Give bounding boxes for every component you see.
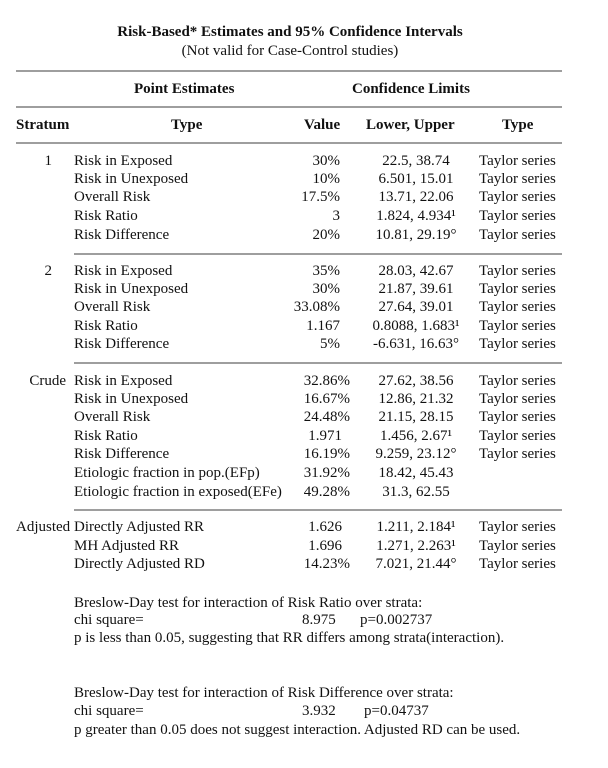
row-type: Risk Difference	[74, 336, 170, 352]
row-value: 10%	[312, 171, 340, 187]
row-type: Risk in Unexposed	[74, 281, 189, 297]
stratum-label: 1	[44, 153, 52, 169]
row-type: Risk Ratio	[74, 428, 138, 444]
breslow-rd-conclusion: p greater than 0.05 does not suggest interaction. Adjusted RD can be used.	[74, 722, 521, 738]
row-ci-type: Taylor series	[479, 538, 556, 554]
row-value: 16.67%	[303, 391, 350, 407]
row-ci-type: Taylor series	[479, 299, 556, 315]
row-ci-type: Taylor series	[479, 318, 556, 334]
row-ci-type: Taylor series	[479, 227, 556, 243]
row-ci: 1.271, 2.263¹	[376, 538, 456, 554]
divider	[74, 509, 562, 511]
breslow-rr-chi-value: 8.975	[302, 612, 336, 628]
value-header: Value	[304, 117, 341, 133]
row-value: 16.19%	[303, 446, 350, 462]
report-title: Risk-Based* Estimates and 95% Confidence Intervals	[117, 24, 463, 40]
row-type: Risk in Exposed	[74, 373, 173, 389]
row-type: Risk in Unexposed	[74, 391, 189, 407]
row-type: Overall Risk	[74, 299, 151, 315]
row-value: 14.23%	[303, 556, 350, 572]
row-ci: 21.87, 39.61	[378, 281, 454, 297]
row-ci: 9.259, 23.12°	[375, 446, 457, 462]
row-type: Risk in Exposed	[74, 263, 173, 279]
row-ci: 6.501, 15.01	[378, 171, 454, 187]
row-ci-type: Taylor series	[479, 409, 556, 425]
row-value: 17.5%	[301, 189, 340, 205]
row-type: Etiologic fraction in exposed(EFe)	[74, 484, 282, 500]
row-type: Directly Adjusted RR	[74, 519, 204, 535]
row-ci: 28.03, 42.67	[378, 263, 454, 279]
row-value: 49.28%	[303, 484, 350, 500]
row-type: Overall Risk	[74, 189, 151, 205]
row-type: MH Adjusted RR	[74, 538, 180, 554]
stratum-label: Adjusted	[16, 519, 71, 535]
row-ci: 1.456, 2.67¹	[380, 428, 452, 444]
row-type: Directly Adjusted RD	[74, 556, 205, 572]
row-value: 1.696	[308, 538, 342, 554]
divider	[74, 253, 562, 255]
row-value: 33.08%	[293, 299, 340, 315]
divider	[74, 362, 562, 364]
divider	[16, 106, 562, 108]
confidence-limits-header: Confidence Limits	[352, 81, 470, 97]
row-type: Risk Difference	[74, 446, 170, 462]
row-ci-type: Taylor series	[479, 428, 556, 444]
row-ci: 7.021, 21.44°	[375, 556, 457, 572]
row-ci: 18.42, 45.43	[378, 465, 454, 481]
row-ci-type: Taylor series	[479, 336, 556, 352]
row-type: Overall Risk	[74, 409, 151, 425]
row-type: Risk Ratio	[74, 208, 138, 224]
row-ci-type: Taylor series	[479, 208, 556, 224]
divider	[16, 142, 562, 144]
row-ci-type: Taylor series	[479, 446, 556, 462]
row-type: Risk in Unexposed	[74, 171, 189, 187]
breslow-rd-chi-label: chi square=	[74, 703, 144, 719]
row-value: 20%	[312, 227, 340, 243]
row-value: 1.626	[308, 519, 342, 535]
row-ci-type: Taylor series	[479, 519, 556, 535]
breslow-rr-chi-label: chi square=	[74, 612, 144, 628]
row-type: Risk Ratio	[74, 318, 138, 334]
row-ci: 0.8088, 1.683¹	[372, 318, 460, 334]
row-ci-type: Taylor series	[479, 556, 556, 572]
row-value: 1.971	[308, 428, 342, 444]
row-value: 35%	[312, 263, 340, 279]
row-ci-type: Taylor series	[479, 171, 556, 187]
stratum-label: Crude	[29, 373, 66, 389]
row-value: 30%	[312, 281, 340, 297]
row-ci: 27.64, 39.01	[378, 299, 454, 315]
row-ci: -6.631, 16.63°	[373, 336, 459, 352]
row-value: 24.48%	[303, 409, 350, 425]
stratum-label: 2	[44, 263, 52, 279]
row-ci-type: Taylor series	[479, 153, 556, 169]
lower-upper-header: Lower, Upper	[366, 117, 455, 133]
row-value: 32.86%	[303, 373, 350, 389]
breslow-rd-heading: Breslow-Day test for interaction of Risk Difference over strata:	[74, 685, 454, 701]
breslow-rr-conclusion: p is less than 0.05, suggesting that RR differs among strata(interaction).	[74, 630, 505, 646]
report-subtitle: (Not valid for Case-Control studies)	[181, 43, 399, 59]
breslow-rd-p-value: p=0.04737	[364, 703, 429, 719]
stratum-header: Stratum	[16, 117, 70, 133]
ci-type-header: Type	[502, 117, 534, 133]
row-ci: 13.71, 22.06	[378, 189, 454, 205]
row-ci-type: Taylor series	[479, 189, 556, 205]
row-ci: 1.211, 2.184¹	[376, 519, 456, 535]
row-value: 3	[332, 208, 340, 224]
row-ci-type: Taylor series	[479, 263, 556, 279]
divider	[16, 70, 562, 72]
row-ci-type: Taylor series	[479, 281, 556, 297]
row-type: Risk Difference	[74, 227, 170, 243]
row-ci-type: Taylor series	[479, 391, 556, 407]
row-value: 30%	[312, 153, 340, 169]
breslow-rr-heading: Breslow-Day test for interaction of Risk Ratio over strata:	[74, 595, 423, 611]
breslow-rd-chi-value: 3.932	[302, 703, 336, 719]
row-ci: 27.62, 38.56	[378, 373, 454, 389]
row-value: 1.167	[306, 318, 340, 334]
type-header: Type	[171, 117, 203, 133]
breslow-rr-p-value: p=0.002737	[360, 612, 433, 628]
row-ci: 12.86, 21.32	[378, 391, 454, 407]
row-ci: 1.824, 4.934¹	[376, 208, 456, 224]
row-value: 5%	[320, 336, 340, 352]
row-value: 31.92%	[303, 465, 350, 481]
row-ci: 10.81, 29.19°	[375, 227, 457, 243]
row-ci: 31.3, 62.55	[382, 484, 450, 500]
row-ci: 22.5, 38.74	[382, 153, 450, 169]
row-type: Etiologic fraction in pop.(EFp)	[74, 465, 260, 481]
row-type: Risk in Exposed	[74, 153, 173, 169]
row-ci-type: Taylor series	[479, 373, 556, 389]
row-ci: 21.15, 28.15	[378, 409, 454, 425]
point-estimates-header: Point Estimates	[134, 81, 235, 97]
